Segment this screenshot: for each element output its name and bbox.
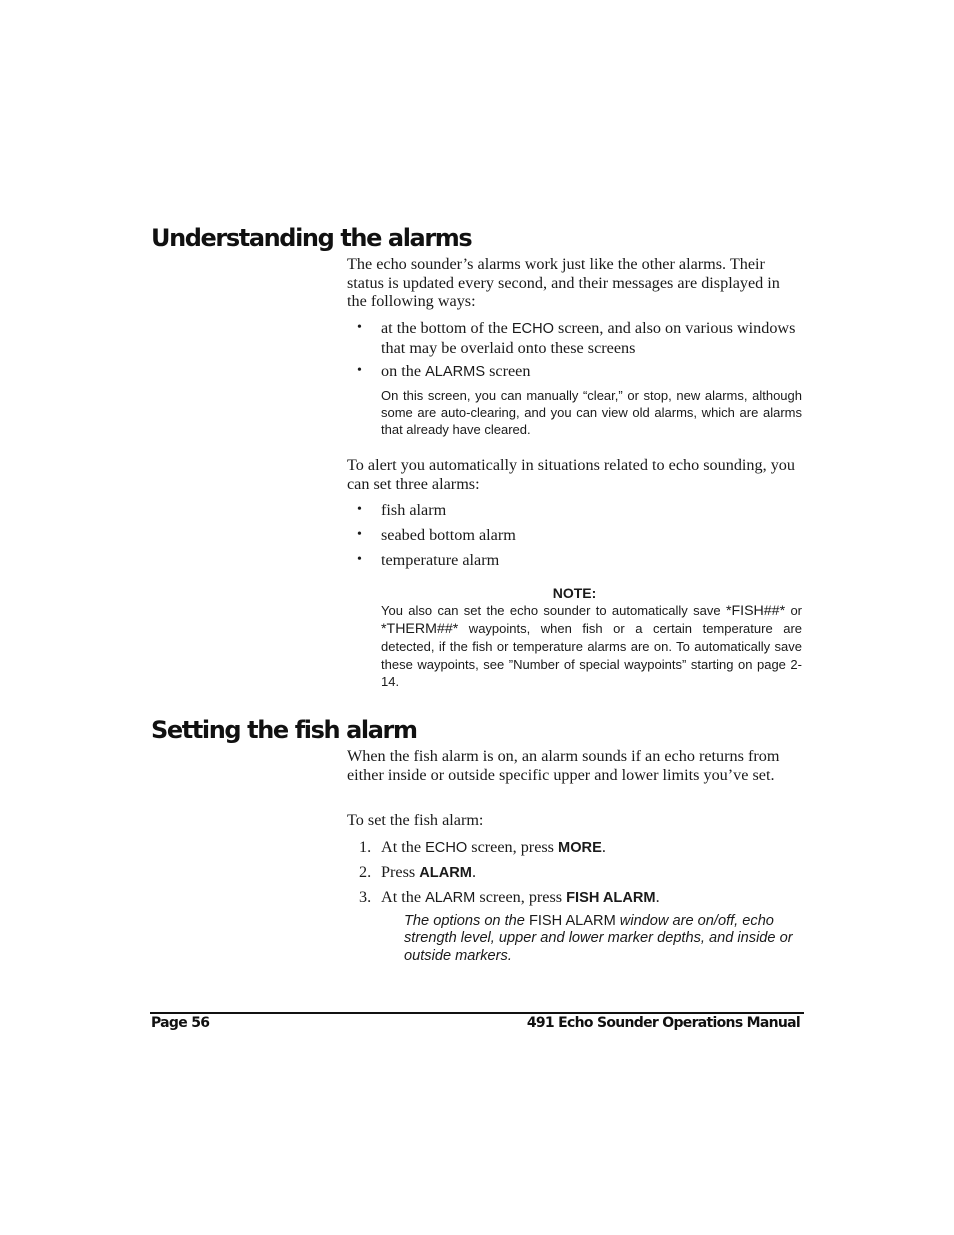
screen-name-echo: ECHO [511, 321, 554, 337]
alarm-type-seabed: seabed bottom alarm [381, 526, 516, 544]
step-text: . [471, 863, 476, 881]
step-number: 3. [359, 888, 372, 906]
bullet-item-alarms-screen [381, 362, 802, 382]
alarms-screen-description: On this screen, you can manually “clear,” or stop, new alarms, although some are auto-clearing, and you can view old alarms, which are alarms that already have cleared. [381, 388, 802, 438]
alert-intro-paragraph: To alert you automatically in situations related to echo sounding, you can set three alarms: [347, 456, 795, 493]
bullet-item-echo-screen [381, 319, 802, 357]
bullet-text: at the bottom of the [381, 319, 512, 337]
manual-title: 491 Echo Sounder Operations Manual [526, 1015, 800, 1031]
alarm-type-temperature: temperature alarm [381, 551, 500, 569]
screen-name-alarm: ALARM [425, 890, 476, 906]
screen-name-echo: ECHO [425, 840, 468, 856]
step-text: Press [381, 863, 420, 881]
step-number: 2. [359, 863, 372, 881]
step-3 [381, 888, 802, 908]
fish-alarm-options-note [404, 913, 804, 965]
bullet-marker: • [357, 363, 362, 378]
step-text: screen, press [467, 838, 559, 856]
step-1 [381, 838, 802, 858]
step-2 [381, 863, 802, 883]
fish-alarm-intro-paragraph: When the fish alarm is on, an alarm sounds if an echo returns from either inside or outside specific upper and lower limits you’ve set. [347, 747, 780, 784]
section-heading-understanding-alarms: Understanding the alarms [151, 224, 472, 252]
bullet-marker: • [357, 320, 362, 335]
bullet-text: screen, and also on various windows that may be overlaid onto these screens [381, 319, 796, 357]
key-fish-alarm: FISH ALARM [566, 890, 656, 906]
note-text-part: or [785, 603, 802, 618]
step-number: 1. [359, 838, 372, 856]
note-text [381, 602, 802, 690]
step-text: . [655, 888, 660, 906]
waypoint-name-therm: *THERM##* [381, 621, 459, 638]
page-number: Page 56 [151, 1015, 210, 1031]
options-note-text: The options on the [404, 913, 529, 929]
bullet-text: on the [381, 362, 426, 380]
bullet-marker: • [357, 527, 362, 542]
key-more: MORE [558, 840, 602, 856]
bullet-text: screen [485, 362, 531, 380]
note-text-part: waypoints, when fish or a certain temperature are detected, if the fish or temperature alarms are on. To automatically save these waypoints, see ”Number of special waypoints” starting on page 2-14. [381, 621, 802, 689]
step-text: At the [381, 838, 426, 856]
waypoint-name-fish: *FISH##* [725, 603, 786, 619]
note-text-part: You also can set the echo sounder to automatically save [381, 603, 726, 618]
alarms-intro-paragraph: The echo sounder’s alarms work just like the other alarms. Their status is updated every second, and their messages are displayed in the following ways: [347, 255, 780, 311]
to-set-fish-alarm: To set the fish alarm: [347, 811, 484, 829]
alarm-type-fish: fish alarm [381, 501, 447, 519]
section-heading-setting-fish-alarm: Setting the fish alarm [151, 716, 417, 744]
screen-name-alarms: ALARMS [425, 364, 486, 380]
step-text: . [601, 838, 606, 856]
note-title: NOTE: [552, 585, 597, 601]
bullet-marker: • [357, 502, 362, 517]
bullet-marker: • [357, 552, 362, 567]
key-alarm: ALARM [419, 865, 472, 881]
step-text: screen, press [475, 888, 567, 906]
step-text: At the [381, 888, 426, 906]
window-name-fish-alarm: FISH ALARM [528, 913, 616, 929]
options-note-text: window are on/off, echo strength level, upper and lower marker depths, and inside or outside markers. [404, 913, 793, 964]
